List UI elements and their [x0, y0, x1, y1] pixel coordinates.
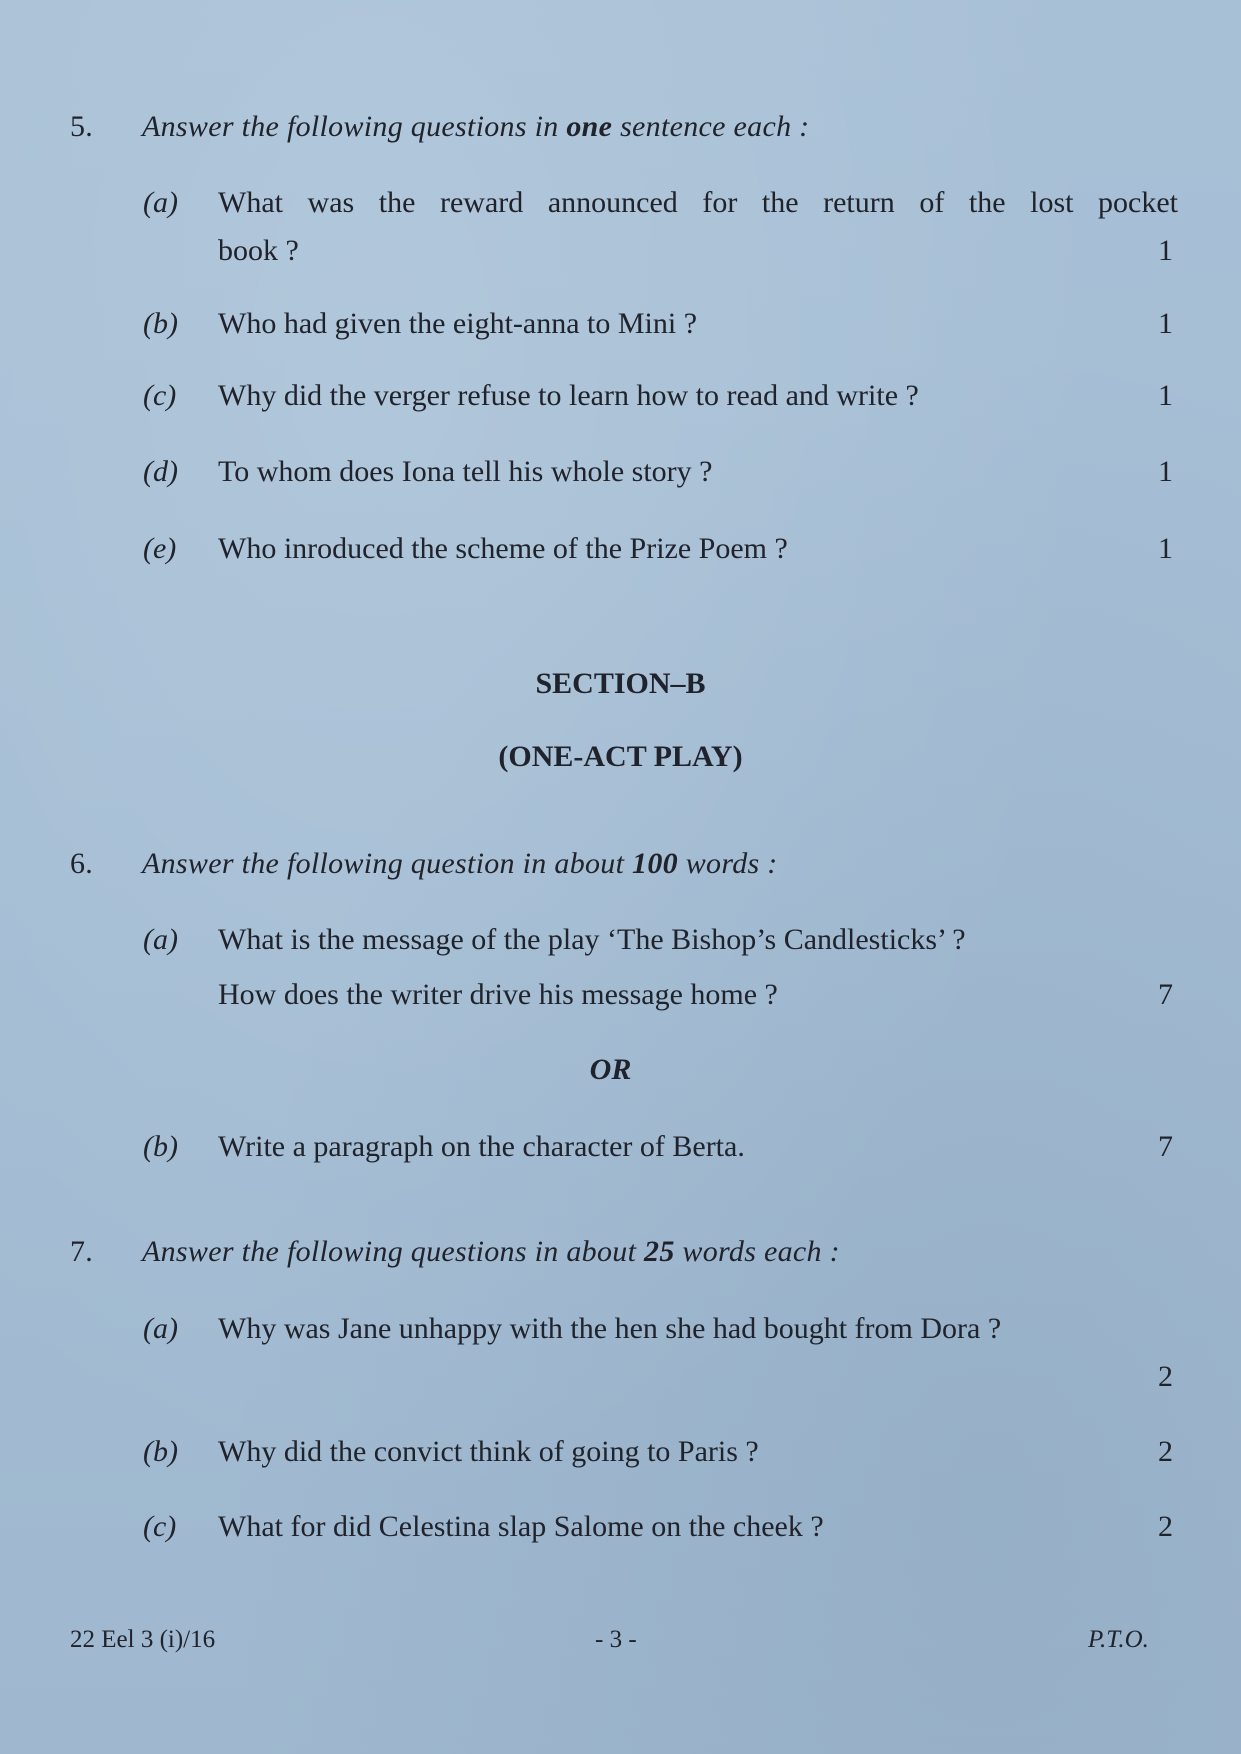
instruction-text: Answer the following questions in	[142, 110, 567, 143]
question-instruction	[142, 847, 778, 881]
section-subtitle: (ONE-ACT PLAY)	[498, 740, 743, 773]
marks: 2	[1158, 1360, 1173, 1393]
item-text-continued: How does the writer drive his message home ?	[218, 978, 778, 1011]
item-text: What for did Celestina slap Salome on the cheek ?	[218, 1510, 824, 1543]
item-text: To whom does Iona tell his whole story ?	[218, 455, 713, 488]
marks: 1	[1158, 307, 1173, 340]
page-number: - 3 -	[595, 1626, 637, 1653]
question-5e	[143, 525, 1173, 573]
marks: 7	[1158, 1130, 1173, 1163]
instruction-text: words each :	[674, 1235, 840, 1268]
section-title: SECTION–B	[535, 667, 706, 700]
item-text: Why did the verger refuse to learn how to read and write ?	[218, 379, 919, 412]
item-label: (c)	[143, 1510, 177, 1543]
instruction-emphasis: 100	[632, 847, 678, 880]
question-5a	[143, 179, 1178, 275]
item-label: (b)	[143, 307, 178, 340]
item-label: (a)	[143, 186, 178, 219]
instruction-emphasis: one	[566, 110, 613, 143]
instruction-text: Answer the following questions in about	[142, 1235, 645, 1268]
question-7c	[143, 1503, 1173, 1551]
question-number: 7.	[70, 1235, 94, 1268]
question-instruction	[142, 110, 809, 144]
item-label: (a)	[143, 1312, 178, 1345]
item-text: Why did the convict think of going to Paris ?	[218, 1435, 759, 1468]
question-instruction	[142, 1235, 840, 1269]
item-label: (b)	[143, 1130, 178, 1163]
question-7b	[143, 1428, 1173, 1476]
item-text: Write a paragraph on the character of Berta.	[218, 1130, 745, 1163]
question-6b	[143, 1123, 1173, 1171]
question-5d	[143, 448, 1173, 496]
question-7a	[143, 1305, 1173, 1401]
marks: 1	[1158, 455, 1173, 488]
instruction-emphasis: 25	[644, 1235, 675, 1268]
question-number: 5.	[70, 110, 94, 143]
marks: 1	[1158, 532, 1173, 565]
item-label: (d)	[143, 455, 178, 488]
marks: 7	[1158, 978, 1173, 1011]
item-text: Who had given the eight-anna to Mini ?	[218, 307, 698, 340]
item-label: (e)	[143, 532, 177, 565]
pto-note: P.T.O.	[1088, 1626, 1149, 1653]
item-label: (c)	[143, 379, 177, 412]
paper-code: 22 Eel 3 (i)/16	[70, 1626, 216, 1653]
instruction-text: Answer the following question in about	[142, 847, 633, 880]
item-text: What is the message of the play ‘The Bishop’s Candlesticks’ ?	[218, 923, 966, 956]
item-text: Who inroduced the scheme of the Prize Poem ?	[218, 532, 788, 565]
question-5b	[143, 300, 1173, 348]
item-text: Why was Jane unhappy with the hen she had bought from Dora ?	[218, 1312, 1002, 1345]
question-5c	[143, 372, 1173, 420]
marks: 1	[1158, 379, 1173, 412]
or-separator: OR	[589, 1053, 632, 1086]
marks: 2	[1158, 1435, 1173, 1468]
question-6a	[143, 916, 1173, 1026]
marks: 2	[1158, 1510, 1173, 1543]
item-label: (a)	[143, 923, 178, 956]
instruction-text: words :	[677, 847, 778, 880]
item-text-continued: book ?	[218, 234, 299, 267]
marks: 1	[1158, 234, 1173, 267]
instruction-text: sentence each :	[612, 110, 810, 143]
item-text: What was the reward announced for the return of the lost pocket	[218, 186, 1178, 219]
item-label: (b)	[143, 1435, 178, 1468]
question-number: 6.	[70, 847, 94, 880]
